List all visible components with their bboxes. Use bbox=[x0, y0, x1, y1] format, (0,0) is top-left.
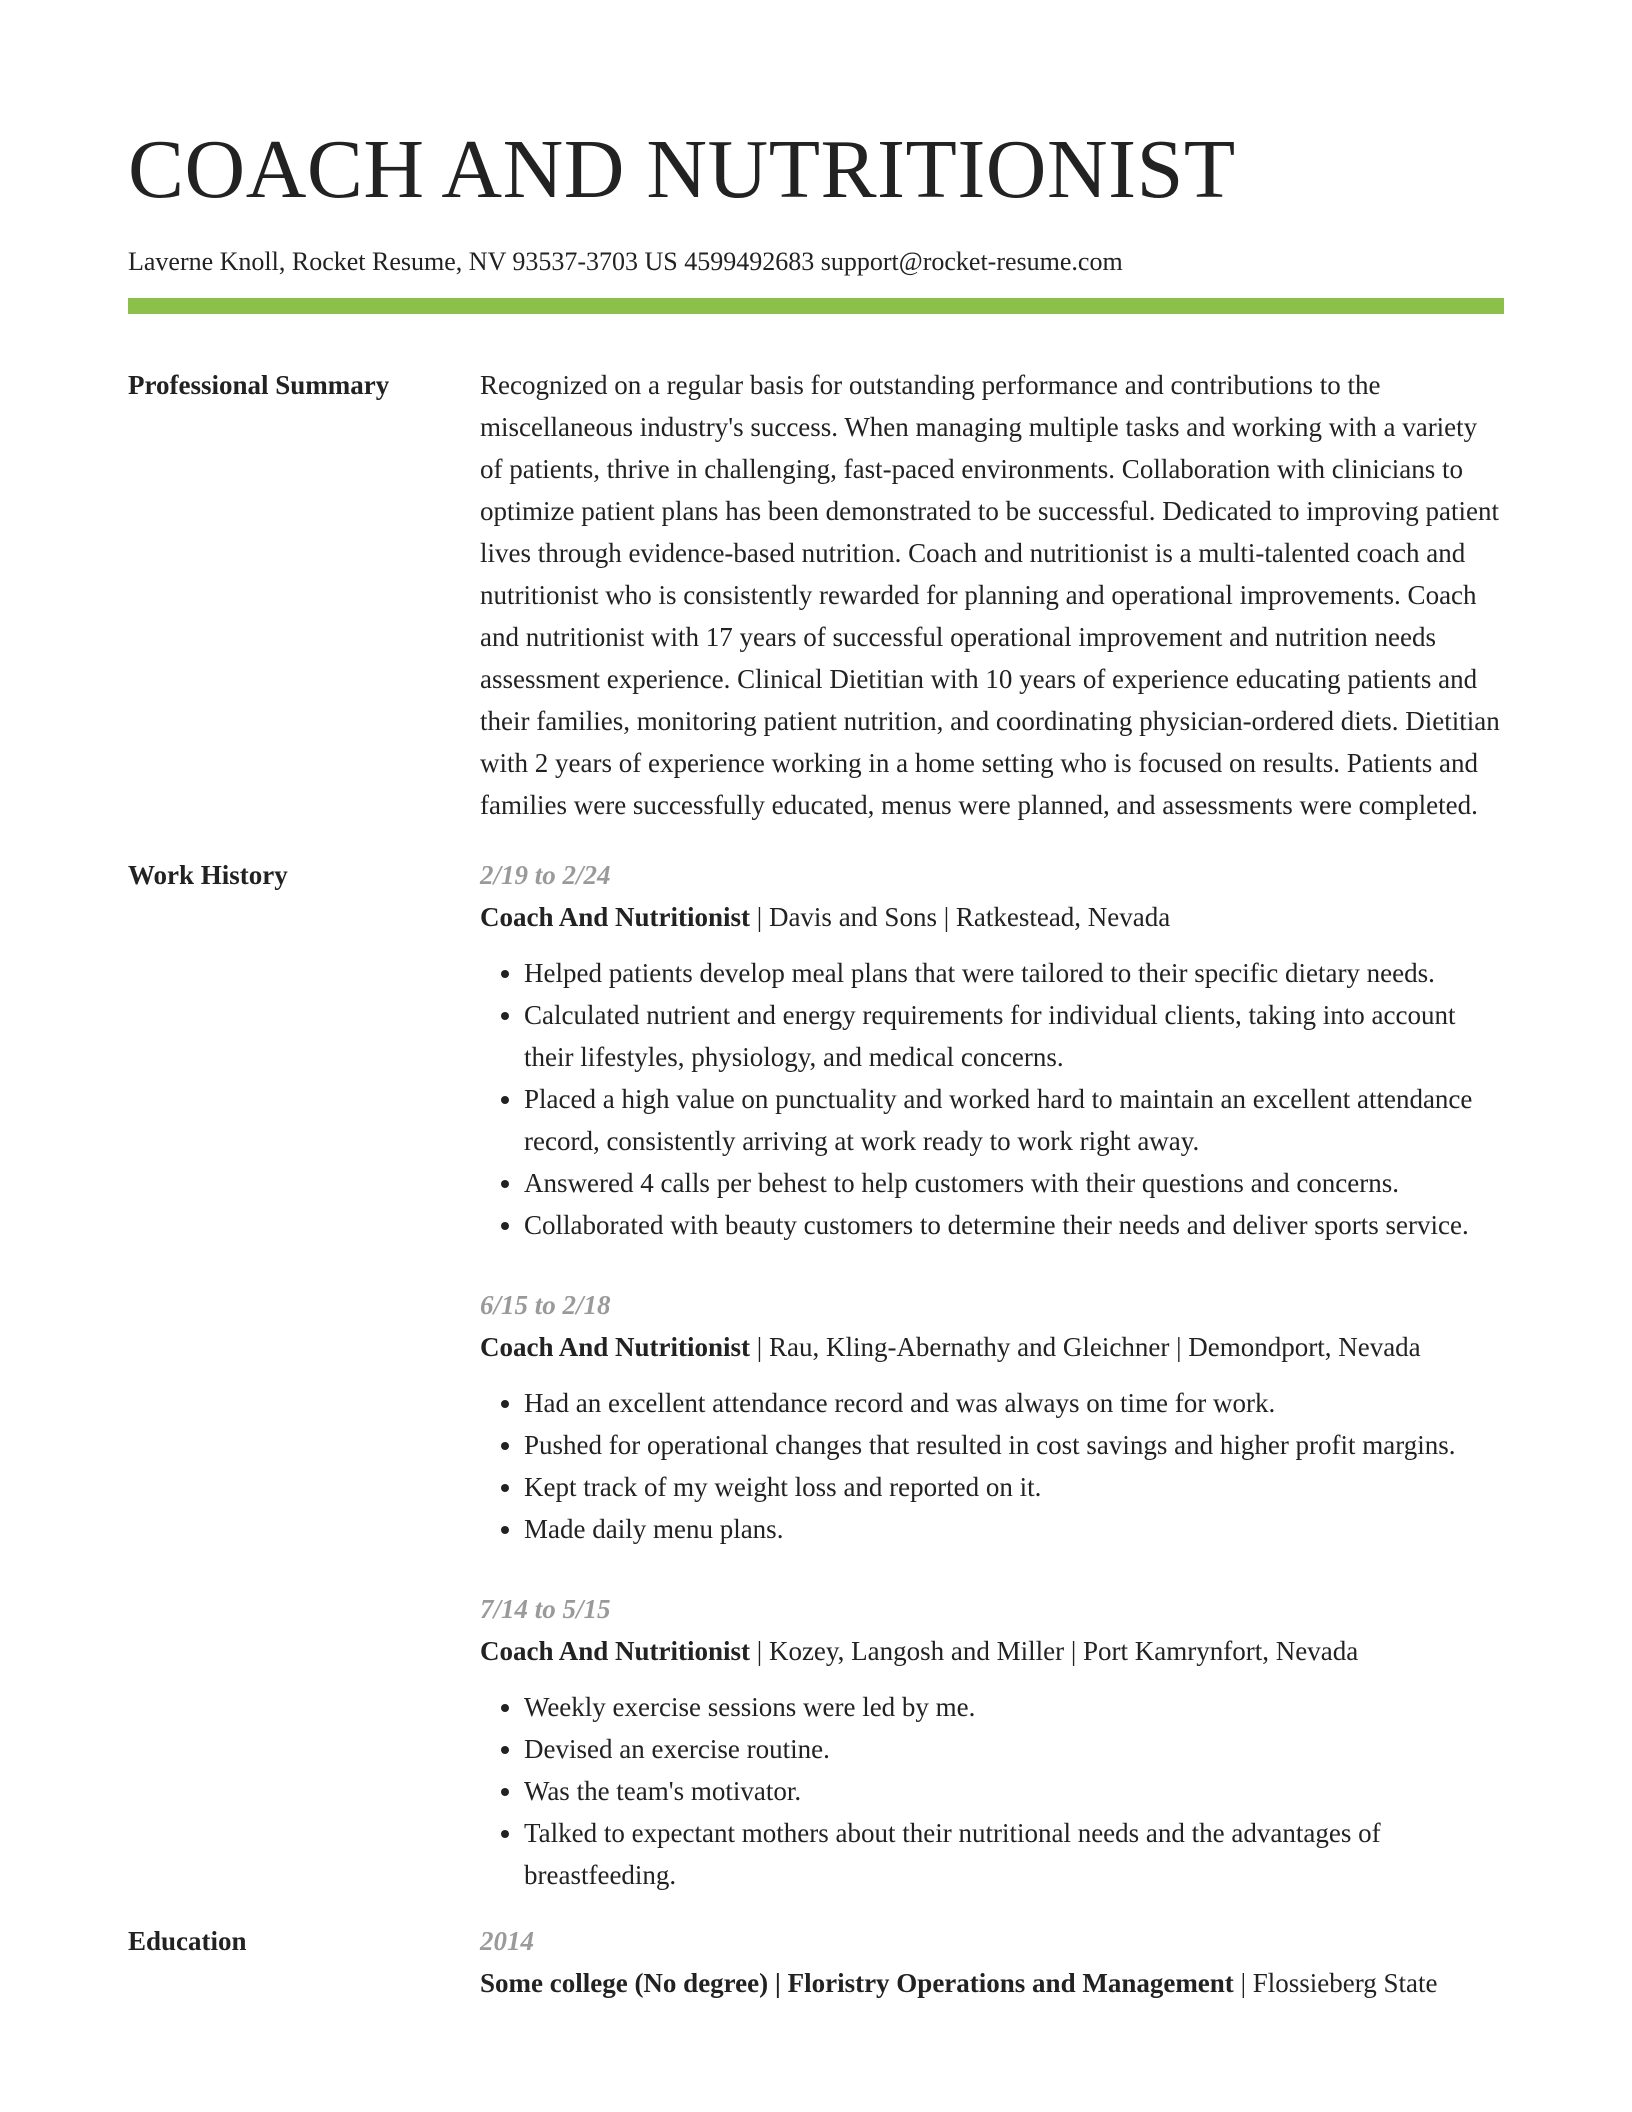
summary-text: Recognized on a regular basis for outstanding performance and contributions to the miscellaneous industry's success. When managing multiple tasks and working with a variety of patients, thrive in challenging, fast-paced environments. Collaboration with clinicians to optimize patient plans has been demonstrated to be successful. Dedicated to improving patient lives through evidence-based nutrition. Coach and nutritionist is a multi-talented coach and nutritionist who is consistently rewarded for planning and operational improvements. Coach and nutritionist with 17 years of successful operational improvement and nutrition needs assessment experience. Clinical Dietitian with 10 years of experience educating patients and their families, monitoring patient nutrition, and coordinating physician-ordered diets. Dietitian with 2 years of experience working in a home setting who is focused on results. Patients and families were successfully educated, menus were planned, and assessments were completed. bbox=[480, 370, 1500, 820]
job-bullet: • Calculated nutrient and energy requirements for individual clients, taking into account their lifestyles, physiology, and medical concerns. bbox=[524, 994, 1504, 1078]
job-entry bbox=[480, 854, 1504, 1246]
job-heading bbox=[480, 896, 1504, 938]
job-details: | Rau, Kling-Abernathy and Gleichner | Demondport, Nevada bbox=[750, 1332, 1421, 1362]
job-bullet: • Talked to expectant mothers about their nutritional needs and the advantages of breastfeeding. bbox=[524, 1812, 1504, 1896]
accent-divider bbox=[128, 298, 1504, 314]
job-bullets bbox=[480, 1686, 1504, 1896]
education-school: | Flossieberg State bbox=[1233, 1968, 1438, 1998]
work-history-section bbox=[128, 854, 1504, 1896]
work-history-body bbox=[480, 854, 1504, 1896]
education-heading bbox=[480, 1962, 1504, 2004]
job-bullet: • Collaborated with beauty customers to determine their needs and deliver sports service. bbox=[524, 1204, 1504, 1246]
job-entry bbox=[480, 1588, 1504, 1896]
section-label-work-history: Work History bbox=[128, 860, 288, 890]
job-bullet: • Devised an exercise routine. bbox=[524, 1728, 1504, 1770]
job-heading bbox=[480, 1630, 1504, 1672]
job-bullet: • Had an excellent attendance record and was always on time for work. bbox=[524, 1382, 1504, 1424]
job-bullet: • Pushed for operational changes that resulted in cost savings and higher profit margins. bbox=[524, 1424, 1504, 1466]
job-date: 2/19 to 2/24 bbox=[480, 860, 611, 890]
job-bullet: • Weekly exercise sessions were led by me. bbox=[524, 1686, 1504, 1728]
job-bullet: • Placed a high value on punctuality and worked hard to maintain an excellent attendance record, consistently arriving at work ready to work right away. bbox=[524, 1078, 1504, 1162]
section-label-summary: Professional Summary bbox=[128, 370, 390, 400]
resume-page bbox=[128, 0, 1504, 2004]
job-date: 6/15 to 2/18 bbox=[480, 1290, 611, 1320]
job-title: Coach And Nutritionist bbox=[480, 1332, 751, 1362]
resume-title: COACH AND NUTRITIONIST bbox=[128, 123, 1236, 216]
contact-line: Laverne Knoll, Rocket Resume, NV 93537-3703 US 4599492683 support@rocket-resume.com bbox=[128, 247, 1123, 276]
job-title: Coach And Nutritionist bbox=[480, 902, 751, 932]
education-date: 2014 bbox=[480, 1926, 534, 1956]
professional-summary-section bbox=[128, 364, 1504, 826]
job-details: | Kozey, Langosh and Miller | Port Kamrynfort, Nevada bbox=[750, 1636, 1359, 1666]
job-bullet: • Helped patients develop meal plans that were tailored to their specific dietary needs. bbox=[524, 952, 1504, 994]
job-bullets bbox=[480, 952, 1504, 1246]
job-bullet: • Was the team's motivator. bbox=[524, 1770, 1504, 1812]
job-date: 7/14 to 5/15 bbox=[480, 1594, 611, 1624]
job-heading bbox=[480, 1326, 1504, 1368]
job-details: | Davis and Sons | Ratkestead, Nevada bbox=[750, 902, 1171, 932]
job-bullet: • Kept track of my weight loss and reported on it. bbox=[524, 1466, 1504, 1508]
summary-body bbox=[480, 364, 1504, 826]
job-bullet: • Made daily menu plans. bbox=[524, 1508, 1504, 1550]
job-entry bbox=[480, 1284, 1504, 1550]
section-label-education: Education bbox=[128, 1926, 247, 1956]
job-bullet: • Answered 4 calls per behest to help customers with their questions and concerns. bbox=[524, 1162, 1504, 1204]
education-section bbox=[128, 1920, 1504, 2004]
job-bullets bbox=[480, 1382, 1504, 1550]
education-degree: Some college (No degree) | Floristry Operations and Management bbox=[480, 1968, 1234, 1998]
education-body bbox=[480, 1920, 1504, 2004]
job-title: Coach And Nutritionist bbox=[480, 1636, 751, 1666]
